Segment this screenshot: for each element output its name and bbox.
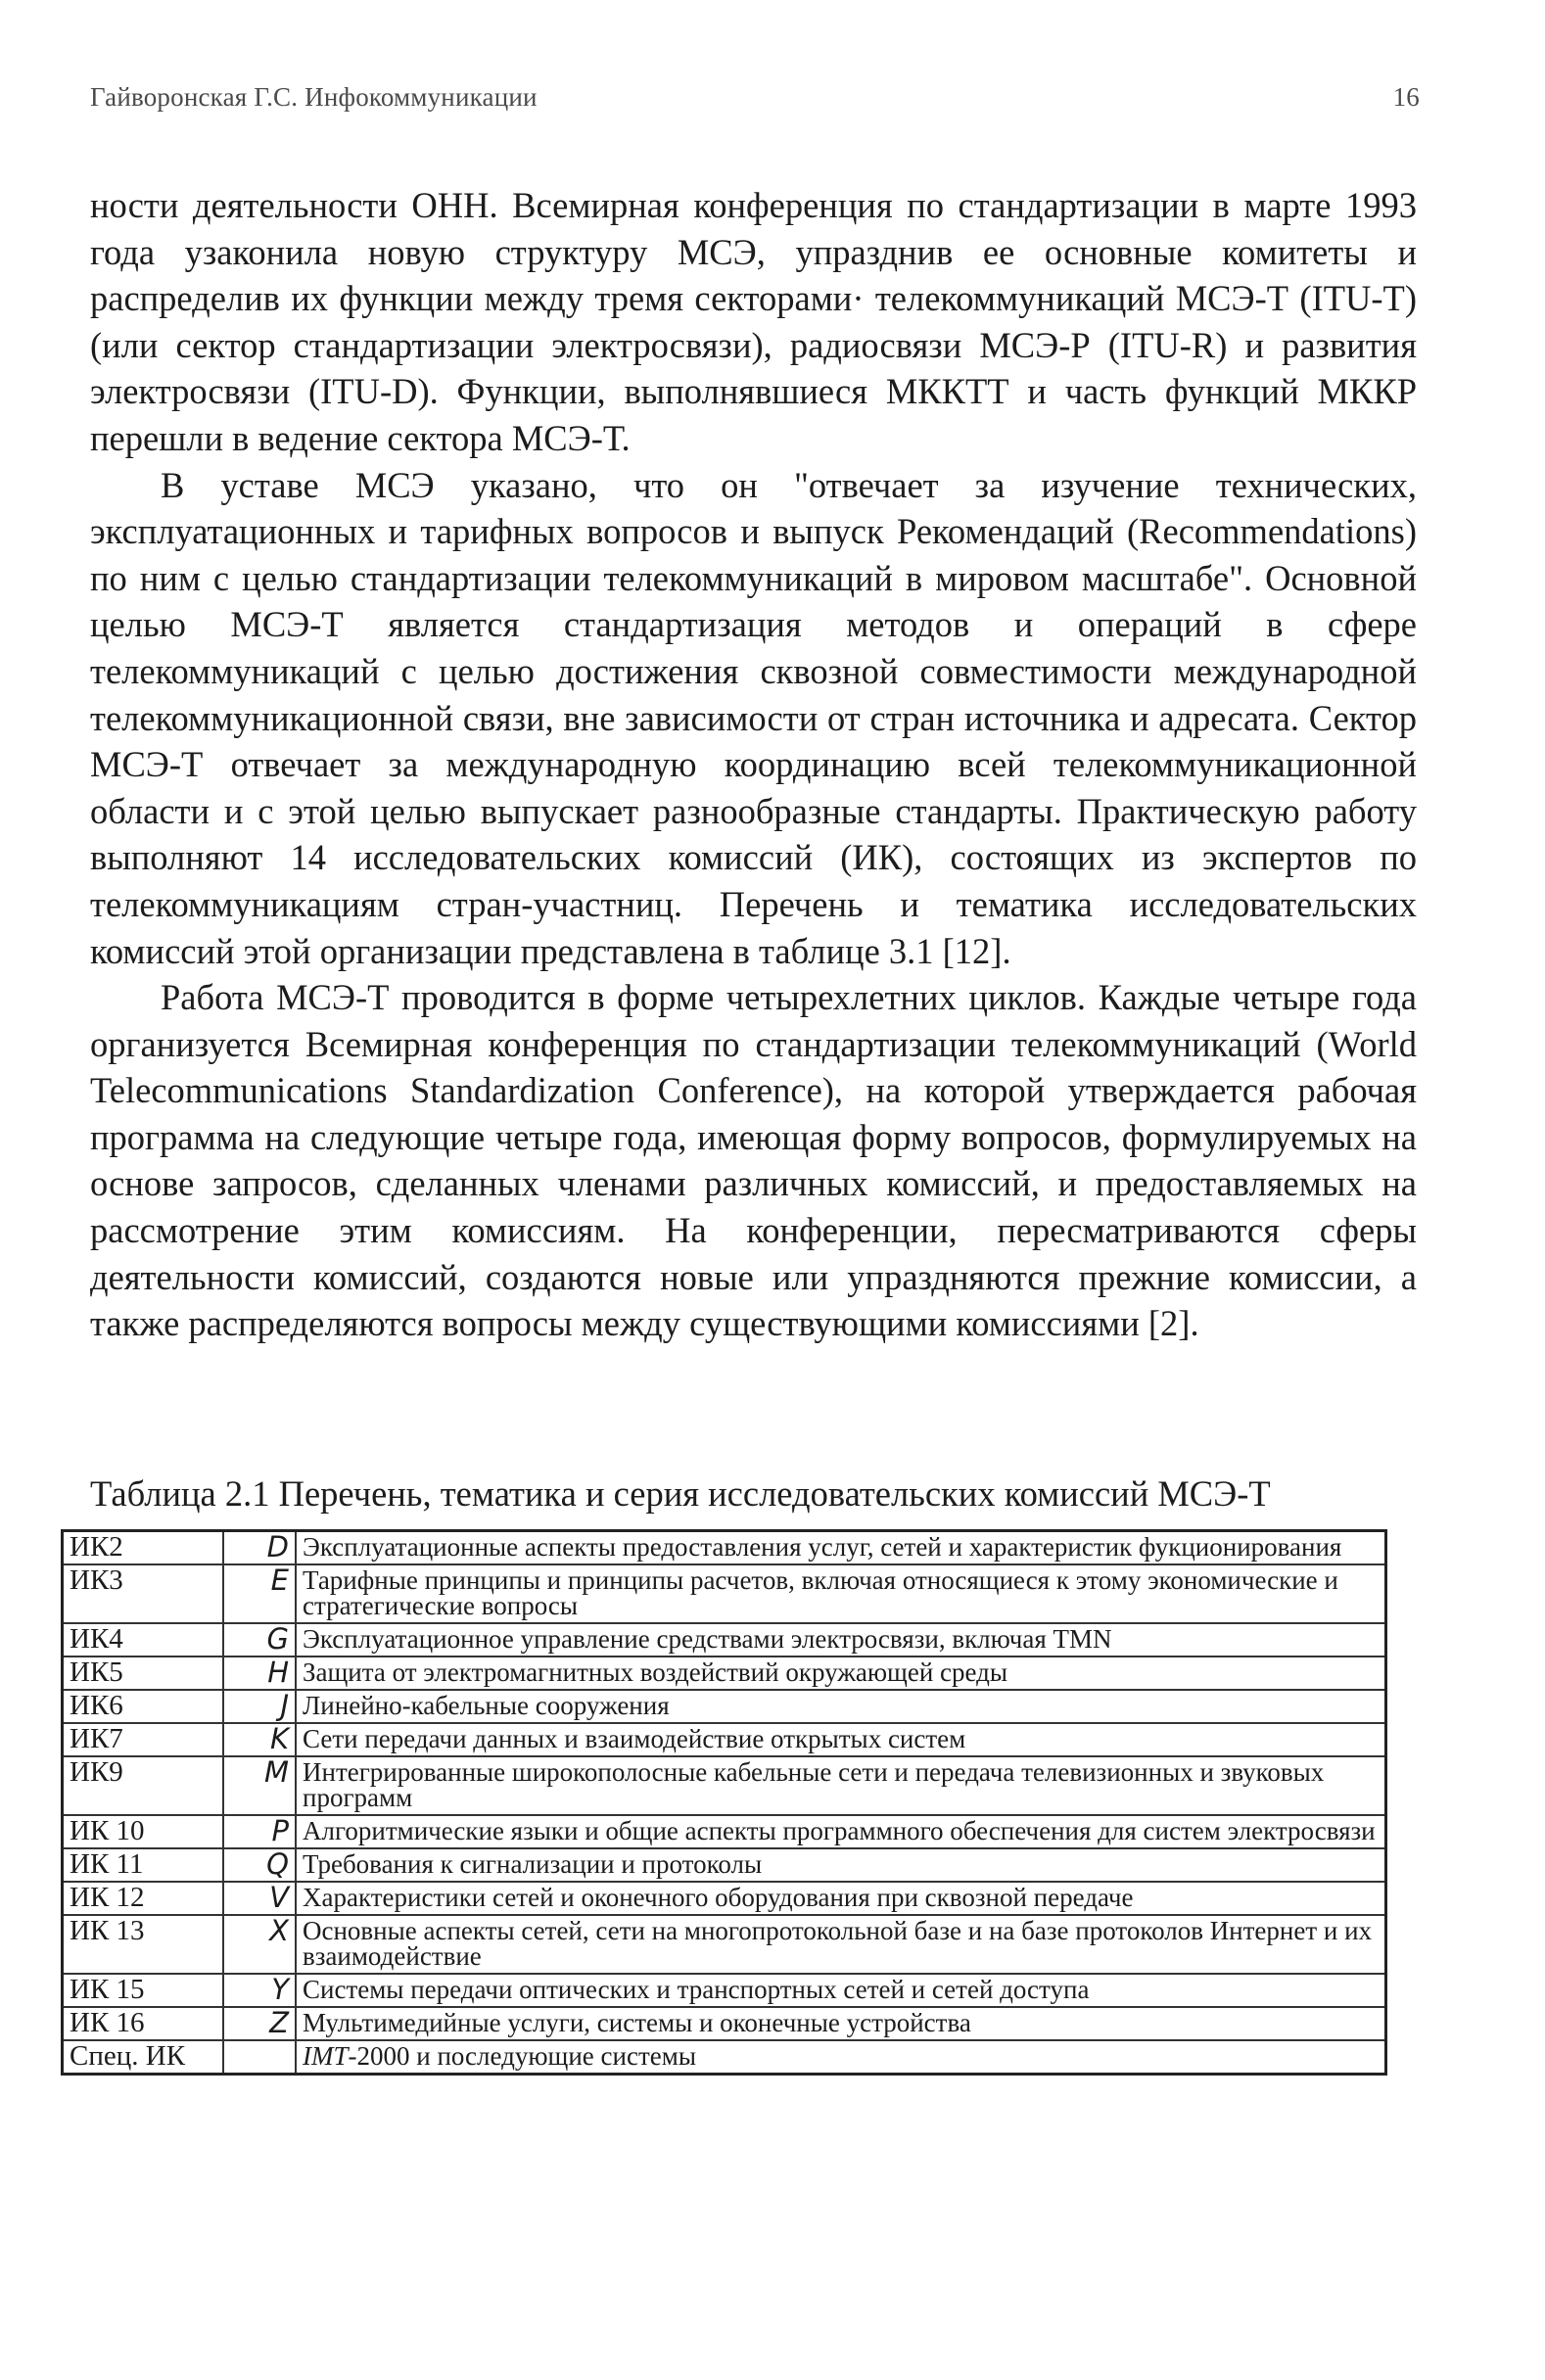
sg-code: ИК6 [63, 1690, 224, 1723]
table-row [63, 1815, 1386, 1848]
table-row [63, 1723, 1386, 1756]
table-row [63, 1974, 1386, 2007]
series-letter: E [223, 1564, 296, 1623]
table-row [63, 1531, 1386, 1565]
sg-code: ИК 16 [63, 2007, 224, 2040]
sg-code: ИК 13 [63, 1915, 224, 1974]
sg-code: ИК7 [63, 1723, 224, 1756]
table-row [63, 1564, 1386, 1623]
series-letter: G [223, 1623, 296, 1657]
sg-topic: Защита от электромагнитных воздействий окружающей среды [296, 1657, 1386, 1690]
sg-code: ИК2 [63, 1531, 224, 1565]
series-letter: V [223, 1882, 296, 1915]
series-letter [223, 2040, 296, 2075]
sg-topic: Эксплуатационные аспекты предоставления услуг, сетей и характеристик фукционирования [296, 1531, 1386, 1565]
study-groups-table [61, 1529, 1387, 2076]
sg-topic: Алгоритмические языки и общие аспекты программного обеспечения для систем электросвязи [296, 1815, 1386, 1848]
series-letter: H [223, 1657, 296, 1690]
table-caption: Таблица 2.1 Перечень, тематика и серия исследовательских комиссий МСЭ-Т [90, 1473, 1271, 1514]
sg-topic: Тарифные принципы и принципы расчетов, включая относящиеся к этому экономические и стратегические вопросы [296, 1564, 1386, 1623]
sg-code: ИК9 [63, 1756, 224, 1815]
series-letter: J [223, 1690, 296, 1723]
table-row [63, 1915, 1386, 1974]
series-letter: Q [223, 1848, 296, 1882]
sg-code: ИК 12 [63, 1882, 224, 1915]
table-row [63, 1623, 1386, 1657]
sg-topic: Интегрированные широкополосные кабельные сети и передача телевизионных и звуковых программ [296, 1756, 1386, 1815]
table-row [63, 1657, 1386, 1690]
sg-code: ИК 15 [63, 1974, 224, 2007]
running-title: Гайворонская Г.С. Инфокоммуникации [90, 82, 538, 112]
table-row [63, 2040, 1386, 2075]
running-header [90, 82, 1420, 113]
sg-code: ИК4 [63, 1623, 224, 1657]
sg-topic: Линейно-кабельные сооружения [296, 1690, 1386, 1723]
table-row [63, 2007, 1386, 2040]
series-letter: P [223, 1815, 296, 1848]
sg-topic-italic: IMT [303, 2041, 349, 2071]
sg-topic: Мультимедийные услуги, системы и оконечные устройства [296, 2007, 1386, 2040]
page-number: 16 [1392, 82, 1420, 112]
series-letter: Y [223, 1974, 296, 2007]
series-letter: D [223, 1531, 296, 1565]
body-text [90, 182, 1417, 1347]
table-row [63, 1848, 1386, 1882]
series-letter: K [223, 1723, 296, 1756]
sg-code: ИК 11 [63, 1848, 224, 1882]
sg-topic-rest: -2000 и последующие системы [348, 2041, 696, 2071]
sg-topic: Эксплуатационное управление средствами электросвязи, включая TMN [296, 1623, 1386, 1657]
sg-topic: Системы передачи оптических и транспортных сетей и сетей доступа [296, 1974, 1386, 2007]
table-row [63, 1690, 1386, 1723]
sg-topic: Требования к сигнализации и протоколы [296, 1848, 1386, 1882]
series-letter: M [223, 1756, 296, 1815]
series-letter: X [223, 1915, 296, 1974]
paragraph-3: Работа МСЭ-Т проводится в форме четырехлетних циклов. Каждые четыре года организуется Всемирная конференция по стандартизации телекоммуникаций (World Telecommunications Standardization Conference), на которой утверждается рабочая программа на следующие четыре года, имеющая форму вопросов, формулируемых на основе запросов, сделанных членами различных комиссий, и предоставляемых на рассмотрение этим комиссиям. На конференции, пересматриваются сферы деятельности комиссий, создаются новые или упраздняются прежние комиссии, а также распределяются вопросы между существующими комиссиями [2]. [90, 977, 1417, 1344]
paragraph-1: ности деятельности ОНН. Всемирная конференция по стандартизации в марте 1993 года узаконила новую структуру МСЭ, упразднив ее основные комитеты и распределив их функции между тремя секторами· телекоммуникаций МСЭ-Т (ITU-T) (или сектор стандартизации электросвязи), радиосвязи МСЭ-Р (ITU-R) и развития электросвязи (ITU-D). Функции, выполнявшиеся МККТТ и часть функций МККР перешли в ведение сектора МСЭ-Т. [90, 185, 1417, 458]
sg-topic: Характеристики сетей и оконечного оборудования при сквозной передаче [296, 1882, 1386, 1915]
series-letter: Z [223, 2007, 296, 2040]
sg-topic: Сети передачи данных и взаимодействие открытых систем [296, 1723, 1386, 1756]
paragraph-2: В уставе МСЭ указано, что он "отвечает за изучение технических, эксплуатационных и тарифных вопросов и выпуск Рекомендаций (Recommendations) по ним с целью стандартизации телекоммуникаций в мировом масштабе". Основной целью МСЭ-Т является стандартизация методов и операций в сфере телекоммуникаций с целью достижения сквозной совместимости международной телекоммуникационной связи, вне зависимости от стран источника и адресата. Сектор МСЭ-Т отвечает за международную координацию всей телекоммуникационной области и с этой целью выпускает разнообразные стандарты. Практическую работу выполняют 14 исследовательских комиссий (ИК), состоящих из экспертов по телекоммуникациям стран-участниц. Перечень и тематика исследовательских комиссий этой организации представлена в таблице 3.1 [12]. [90, 464, 1417, 971]
sg-code: ИК3 [63, 1564, 224, 1623]
sg-code: ИК5 [63, 1657, 224, 1690]
table-row [63, 1756, 1386, 1815]
table-row [63, 1882, 1386, 1915]
sg-topic: Основные аспекты сетей, сети на многопротокольной базе и на базе протоколов Интернет и их взаимодействие [296, 1915, 1386, 1974]
sg-topic [296, 2040, 1386, 2075]
sg-code: ИК 10 [63, 1815, 224, 1848]
sg-code: Спец. ИК [63, 2040, 224, 2075]
